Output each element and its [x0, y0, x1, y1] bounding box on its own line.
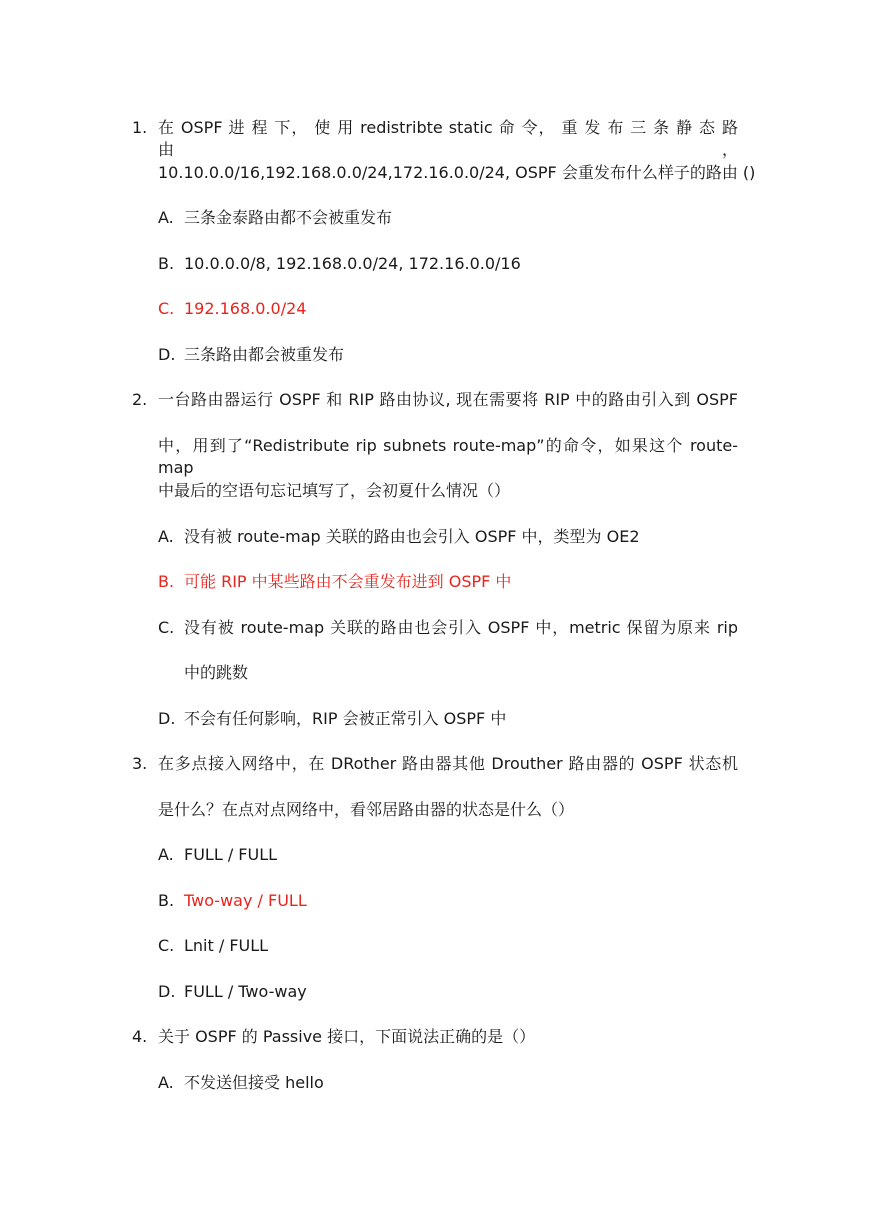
option-text: Lnit / FULL: [184, 936, 269, 955]
option-label: D.: [158, 709, 176, 728]
option-label: A.: [158, 1073, 174, 1092]
correct-option-text: 192.168.0.0/24: [184, 299, 307, 318]
option-text: 没有被 route-map 关联的路由也会引入 OSPF 中，metric 保留为原来 rip: [184, 618, 738, 637]
question-text: 中最后的空语句忘记填写了，会初夏什么情况（）: [158, 481, 511, 500]
option-text: 10.0.0.0/8, 192.168.0.0/24, 172.16.0.0/16: [184, 254, 521, 273]
question-number: 3.: [132, 754, 148, 773]
question-text: 关于 OSPF 的 Passive 接口，下面说法正确的是（）: [158, 1027, 536, 1046]
option-text: 三条金泰路由都不会被重发布: [184, 208, 393, 227]
option-label: C.: [158, 936, 175, 955]
correct-option-label: B.: [158, 572, 175, 591]
option-label: B.: [158, 254, 175, 273]
correct-option-text: 可能 RIP 中某些路由不会重发布进到 OSPF 中: [184, 572, 512, 591]
question-number: 4.: [132, 1027, 148, 1046]
option-text: 不发送但接受 hello: [184, 1073, 324, 1092]
question-text: 在多点接入网络中，在 DRother 路由器其他 Drouther 路由器的 OSPF 状态机: [158, 754, 738, 773]
option-text: 中的跳数: [184, 663, 249, 682]
option-label: B.: [158, 891, 175, 910]
option-label: D.: [158, 982, 176, 1001]
option-label: D.: [158, 345, 176, 364]
correct-option-text: Two-way / FULL: [184, 891, 307, 910]
option-text: 不会有任何影响，RIP 会被正常引入 OSPF 中: [184, 709, 507, 728]
option-label: A.: [158, 845, 174, 864]
option-text: 没有被 route-map 关联的路由也会引入 OSPF 中，类型为 OE2: [184, 527, 640, 546]
question-text: 是什么？在点对点网络中，看邻居路由器的状态是什么（）: [158, 800, 575, 819]
option-text: FULL / Two-way: [184, 982, 307, 1001]
option-label: C.: [158, 618, 175, 637]
correct-option-label: C.: [158, 299, 175, 318]
question-number: 1.: [132, 118, 148, 137]
question-number: 2.: [132, 390, 148, 409]
question-text: 10.10.0.0/16,192.168.0.0/24,172.16.0.0/24, OSPF 会重发布什么样子的路由 (): [158, 163, 756, 182]
question-text: 一台路由器运行 OSPF 和 RIP 路由协议, 现在需要将 RIP 中的路由引入到 OSPF: [158, 390, 738, 409]
question-text: 中，用到了“Redistribute rip subnets route-map”的命令，如果这个 route-map: [158, 436, 738, 477]
option-label: A.: [158, 527, 174, 546]
option-text: FULL / FULL: [184, 845, 278, 864]
option-label: A.: [158, 208, 174, 227]
option-text: 三条路由都会被重发布: [184, 345, 345, 364]
question-text: 在 OSPF 进 程 下， 使 用 redistribte static 命 令， 重 发 布 三 条 静 态 路 由，: [158, 118, 738, 159]
